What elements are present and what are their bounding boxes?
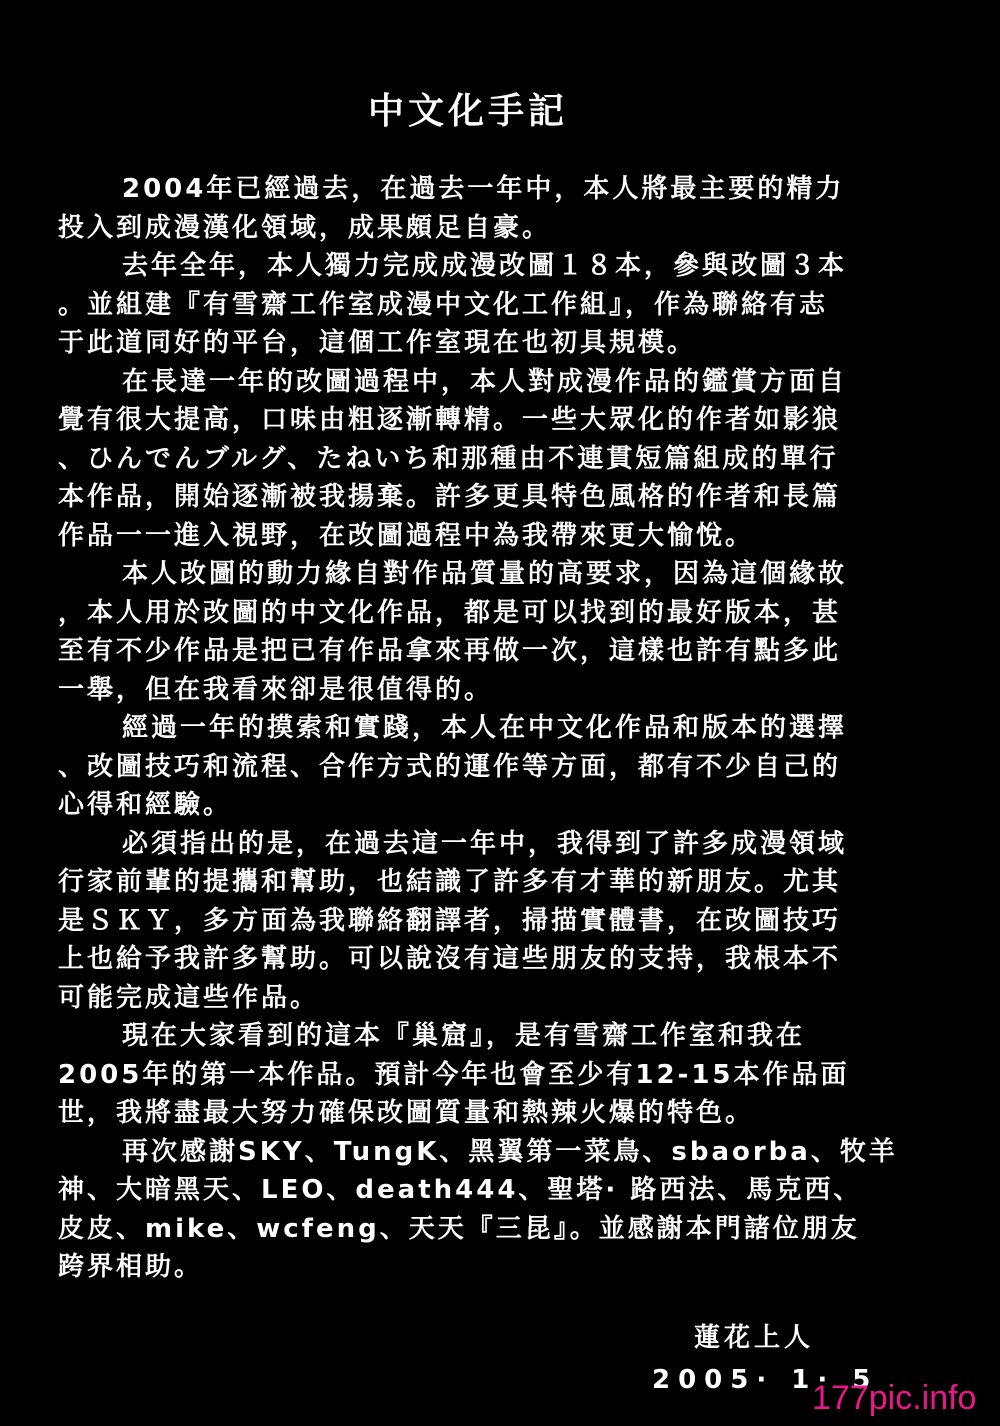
body-line: 神、大暗黑天、LEO、death444、聖塔· 路西法、馬克西、 [58,1175,863,1205]
body-line: 在長達一年的改圖過程中，本人對成漫作品的鑑賞方面自 [122,366,848,397]
page-title: 中文化手記 [367,91,568,132]
body-line: 一舉，但在我看來卻是很值得的。 [58,674,494,705]
body-line: 必須指出的是，在過去這一年中，我得到了許多成漫領域 [122,828,848,859]
body-line: 2005年的第一本作品。預計今年也會至少有12-15本作品面 [58,1059,850,1090]
body-line: 是ＳＫＹ，多方面為我聯絡翻譯者，掃描實體書，在改圖技巧 [58,905,842,936]
body-line: 世，我將盡最大努力確保改圖質量和熱辣火爆的特色。 [58,1098,755,1128]
body-line: 心得和經驗。 [58,790,233,820]
body-line: 上也給予我許多幫助。可以說沒有這些朋友的支持，我根本不 [58,944,842,974]
body-line: 至有不少作品是把已有作品拿來再做一次，這樣也許有點多此 [58,636,842,666]
body-line: 跨界相助。 [58,1252,204,1282]
body-line: 經過一年的摸索和實踐，本人在中文化作品和版本的選擇 [122,713,848,743]
body-line: 本作品，開始逐漸被我揚棄。許多更具特色風格的作者和長篇 [58,482,842,512]
watermark-text: 177pic.info [812,1379,977,1417]
body-line: 2004年已經過去，在過去一年中，本人將最主要的精力 [122,174,845,204]
signature-name: 蓮花上人 [694,1323,815,1353]
body-line: 皮皮、mike、wcfeng、天天『三昆』。並感謝本門諸位朋友 [58,1213,860,1244]
body-line: 投入到成漫漢化領域，成果頗足自豪。 [58,212,552,243]
signature-date: 2005· 1· 5 [652,1365,879,1395]
body-line: 去年全年，本人獨力完成成漫改圖１８本，參與改圖３本 [122,251,848,281]
body-line: 、改圖技巧和流程、合作方式的運作等方面，都有不少自己的 [58,751,842,782]
body-line: 。並組建『有雪齋工作室成漫中文化工作組』，作為聯絡有志 [58,289,829,320]
body-line: 再次感謝SKY、TungK、黑翼第一菜鳥、sbaorba、牧羊 [122,1136,898,1167]
body-line: 本人改圖的動力緣自對作品質量的高要求，因為這個緣故 [122,559,848,589]
body-line: 于此道同好的平台，這個工作室現在也初具規模。 [58,328,697,358]
body-line: 行家前輩的提攜和幫助，也結識了許多有才華的新朋友。尤其 [58,867,842,897]
body-line: 現在大家看到的這本『巢窟』，是有雪齋工作室和我在 [122,1021,806,1051]
body-line: ，本人用於改圖的中文化作品，都是可以找到的最好版本，甚 [58,597,842,628]
body-line: 覺有很大提高，口味由粗逐漸轉精。一些大眾化的作者如影狼 [58,405,842,435]
body-text [58,170,948,1287]
body-line: 作品一一進入視野，在改圖過程中為我帶來更大愉悅。 [58,520,755,551]
body-line: 可能完成這些作品。 [58,982,320,1013]
body-line: 、ひんでんブルグ、たねいち和那種由不連貫短篇組成的單行 [58,443,839,474]
